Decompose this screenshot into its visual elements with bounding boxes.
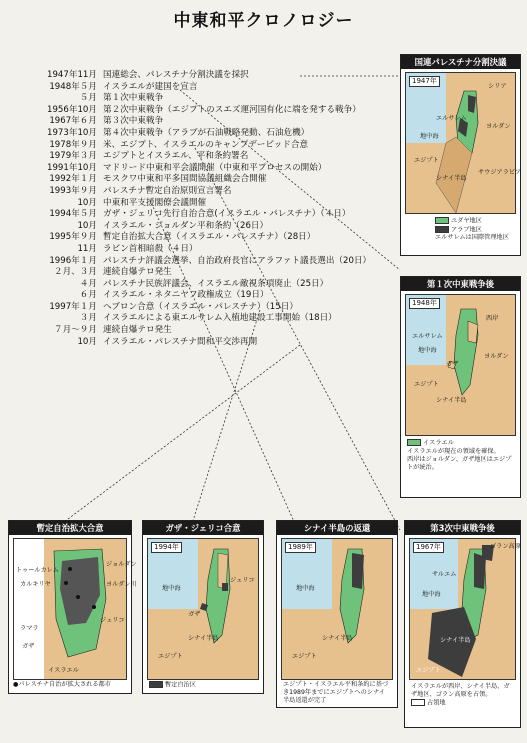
map-label: シナイ半島 bbox=[436, 397, 467, 404]
timeline-date: 1956年10月 bbox=[47, 104, 97, 115]
map-label: シナイ半島 bbox=[440, 637, 471, 644]
timeline-date: 1947年11月 bbox=[47, 70, 97, 80]
timeline-date: ２月、３月 bbox=[54, 267, 97, 278]
timeline-date: ７月～９月 bbox=[54, 325, 97, 336]
timeline bbox=[0, 70, 400, 348]
timeline-date: 1996年１月 bbox=[49, 255, 97, 266]
timeline-date: 1992年１月 bbox=[49, 174, 97, 185]
map-label: ヨルダン川 bbox=[106, 581, 137, 588]
timeline-row bbox=[0, 267, 400, 279]
map-label: ガザ bbox=[188, 611, 201, 618]
war1-map bbox=[405, 294, 516, 436]
timeline-event: 第１次中東戦争 bbox=[103, 93, 164, 104]
timeline-event: 第４次中東戦争（アラブが石油戦略発動、石油危機） bbox=[103, 127, 310, 138]
map-label: ヨルダン bbox=[484, 353, 509, 360]
timeline-row bbox=[0, 313, 400, 325]
map-label: 西岸 bbox=[486, 315, 499, 322]
war1-map-graphic bbox=[406, 295, 515, 435]
map-label: ジェリコ bbox=[100, 617, 125, 624]
timeline-row bbox=[0, 198, 400, 210]
timeline-date: 11月 bbox=[77, 243, 97, 254]
partition-map-graphic bbox=[406, 73, 515, 213]
war1-map-card bbox=[400, 276, 521, 498]
timeline-row bbox=[0, 244, 400, 256]
timeline-event: 暫定自治拡大合意（イスラエル・パレスチナ）（28日） bbox=[103, 232, 316, 243]
timeline-date: 1991年10月 bbox=[47, 162, 97, 173]
sinai-map-title: シナイ半島の返還 bbox=[277, 521, 397, 535]
timeline-event: 第２次中東戦争（エジプトのスエズ運河国有化に端を発する戦争） bbox=[103, 104, 361, 115]
map-label: サウジアラビア bbox=[478, 169, 522, 176]
timeline-row bbox=[0, 256, 400, 268]
map-label: エルサレム bbox=[436, 115, 467, 122]
timeline-row bbox=[0, 290, 400, 302]
map-label: 地中海 bbox=[418, 347, 437, 354]
map-label: カルキリヤ bbox=[20, 581, 51, 588]
partition-map bbox=[405, 72, 522, 214]
timeline-event: パレスチナ暫定自治原則宣言署名 bbox=[103, 185, 232, 196]
gaza-map-card bbox=[142, 520, 264, 694]
war1-legend: イスラエル イスラエルが現在の領域を確保。 西岸はジョルダン、ガザ地区はエジプトが統治。 bbox=[407, 439, 512, 471]
interim-legend: ●パレスチナ自治が拡大される都市 bbox=[13, 681, 111, 688]
timeline-row bbox=[0, 151, 400, 163]
war3-map-title: 第3次中東戦争後 bbox=[405, 521, 520, 535]
war3-map-card bbox=[404, 520, 521, 728]
timeline-event: ヘブロン合意（イスラエル・パレスチナ）（15日） bbox=[103, 301, 298, 312]
map-label: ゴラン高原 bbox=[490, 543, 521, 550]
timeline-row bbox=[0, 174, 400, 186]
timeline-row bbox=[0, 232, 400, 244]
timeline-date: 1979年３月 bbox=[49, 151, 97, 162]
timeline-date: 1997年１月 bbox=[49, 301, 97, 312]
map-label: トゥールカレム bbox=[16, 567, 59, 574]
timeline-date: 1967年６月 bbox=[49, 116, 97, 127]
timeline-event: 第３次中東戦争 bbox=[103, 116, 164, 127]
timeline-event: 連続自爆テロ発生 bbox=[103, 325, 172, 336]
map-label: サルエム bbox=[432, 571, 457, 578]
partition-year: 1947年 bbox=[409, 76, 440, 87]
map-label: ガザ bbox=[446, 361, 459, 368]
timeline-event: ガザ・ジェリコ先行自治合意(イスラエル・パレスチナ）（４日） bbox=[103, 209, 351, 220]
timeline-row bbox=[0, 128, 400, 140]
timeline-event: モスクワ中東和平多国間協議組織会合開催 bbox=[103, 174, 267, 185]
map-label: 地中海 bbox=[162, 585, 181, 592]
map-label: シナイ半島 bbox=[188, 635, 219, 642]
timeline-date: 1994年５月 bbox=[49, 209, 97, 220]
timeline-event: イスラエル・ネタニヤフ政権成立（19日） bbox=[103, 290, 269, 301]
partition-map-card bbox=[400, 54, 521, 256]
page-title: 中東和平クロノロジー bbox=[173, 11, 354, 31]
sinai-map-card bbox=[276, 520, 398, 708]
map-label: ラマラ bbox=[20, 625, 39, 632]
partition-map-title: 国連パレスチナ分割決議 bbox=[401, 55, 520, 69]
timeline-date: 10月 bbox=[77, 220, 97, 231]
timeline-row bbox=[0, 140, 400, 152]
timeline-event: エジプトとイスラエル、平和条約署名 bbox=[103, 151, 249, 162]
timeline-row bbox=[0, 163, 400, 175]
map-label: シナイ半島 bbox=[436, 175, 467, 182]
gaza-legend: 暫定自治区 bbox=[149, 681, 196, 690]
timeline-row bbox=[0, 279, 400, 291]
timeline-row bbox=[0, 105, 400, 117]
map-label: エルサレム bbox=[412, 333, 443, 340]
timeline-date: 1993年９月 bbox=[49, 185, 97, 196]
timeline-event: ラビン首相暗殺（４日） bbox=[103, 243, 198, 254]
sinai-map bbox=[281, 538, 393, 680]
interim-map-card bbox=[8, 520, 137, 694]
map-label: エジプト bbox=[158, 653, 183, 660]
map-label: 地中海 bbox=[422, 591, 441, 598]
timeline-date: 1978年９月 bbox=[49, 139, 97, 150]
timeline-event: イスラエル・パレスチナ間和平交渉再開 bbox=[103, 336, 258, 347]
timeline-event: 中東和平支援閣僚会議開催 bbox=[103, 197, 207, 208]
timeline-date: 1995年９月 bbox=[49, 232, 97, 243]
timeline-row bbox=[0, 82, 400, 94]
timeline-date: 1973年10月 bbox=[47, 127, 97, 138]
timeline-event: 連続自爆テロ発生 bbox=[103, 267, 172, 278]
war1-year: 1948年 bbox=[409, 298, 440, 309]
timeline-row bbox=[0, 70, 400, 82]
timeline-row bbox=[0, 93, 400, 105]
map-label: エジプト bbox=[292, 653, 317, 660]
gaza-map bbox=[147, 538, 259, 680]
map-label: エジプト bbox=[416, 667, 441, 674]
timeline-date: ５月 bbox=[79, 93, 97, 104]
timeline-date: 1948年５月 bbox=[49, 81, 97, 92]
map-label: ガザ bbox=[22, 643, 35, 650]
partition-legend: ユダヤ地区 アラブ地区 エルサレムは国際管理地区 bbox=[435, 217, 509, 241]
war3-year: 1967年 bbox=[413, 542, 444, 553]
war1-map-title: 第１次中東戦争後 bbox=[401, 277, 520, 291]
map-label: エジプト bbox=[414, 381, 439, 388]
map-label: エジプト bbox=[414, 157, 439, 164]
timeline-row bbox=[0, 116, 400, 128]
timeline-date: ６月 bbox=[79, 290, 97, 301]
map-label: シナイ半島 bbox=[322, 635, 353, 642]
timeline-event: パレスチナ民族評議会、イスラエル敵視条項廃止（25日） bbox=[103, 278, 329, 289]
timeline-date: ４月 bbox=[79, 278, 97, 289]
timeline-date: 10月 bbox=[77, 197, 97, 208]
war3-map bbox=[409, 538, 521, 680]
gaza-year: 1994年 bbox=[151, 542, 182, 553]
timeline-event: マドリード中東和平会議開催（中東和平プロセスの開始） bbox=[103, 162, 327, 173]
gaza-map-title: ガザ・ジェリコ合意 bbox=[143, 521, 263, 535]
map-label: 地中海 bbox=[420, 133, 439, 140]
interim-map bbox=[13, 538, 137, 680]
timeline-event: 米、エジプト、イスラエルのキャンプデービッド合意 bbox=[103, 139, 309, 150]
timeline-row bbox=[0, 302, 400, 314]
timeline-date: ３月 bbox=[79, 313, 97, 324]
timeline-event: パレスチナ評議会選挙、自治政府長官にアラファト議長選出（20日） bbox=[103, 255, 372, 266]
map-label: ヨルダン bbox=[486, 123, 511, 130]
timeline-row bbox=[0, 221, 400, 233]
map-label: シリア bbox=[488, 83, 507, 90]
map-label: ジョルダン bbox=[106, 561, 137, 568]
timeline-event: イスラエルが建国を宣言 bbox=[103, 81, 198, 92]
map-label: 地中海 bbox=[296, 585, 315, 592]
timeline-row bbox=[0, 337, 400, 349]
timeline-row bbox=[0, 209, 400, 221]
map-label: ジェリコ bbox=[230, 577, 255, 584]
map-label: イスラエル bbox=[48, 667, 79, 674]
sinai-year: 1989年 bbox=[285, 542, 316, 553]
timeline-event: イスラエル・ジョルダン平和条約（26日） bbox=[103, 220, 269, 231]
timeline-event: イスラエルによる東エルサレム入植地建設工事開始（18日） bbox=[103, 313, 337, 324]
war3-map-graphic bbox=[410, 539, 515, 679]
timeline-row bbox=[0, 325, 400, 337]
interim-map-title: 暫定自治拡大合意 bbox=[9, 521, 131, 535]
sinai-legend: エジプト・イスラエル平和条約に基づき1989年までにエジプトへのシナイ半島返還が完了 bbox=[283, 681, 389, 704]
war3-legend: イスラエルが西岸、シナイ半島、ガザ地区、ゴラン高原を占領。 占領地 bbox=[411, 683, 510, 707]
timeline-event: 国連総会、パレスチナ分割決議を採択 bbox=[103, 70, 249, 80]
timeline-date: 10月 bbox=[77, 336, 97, 347]
timeline-row bbox=[0, 186, 400, 198]
